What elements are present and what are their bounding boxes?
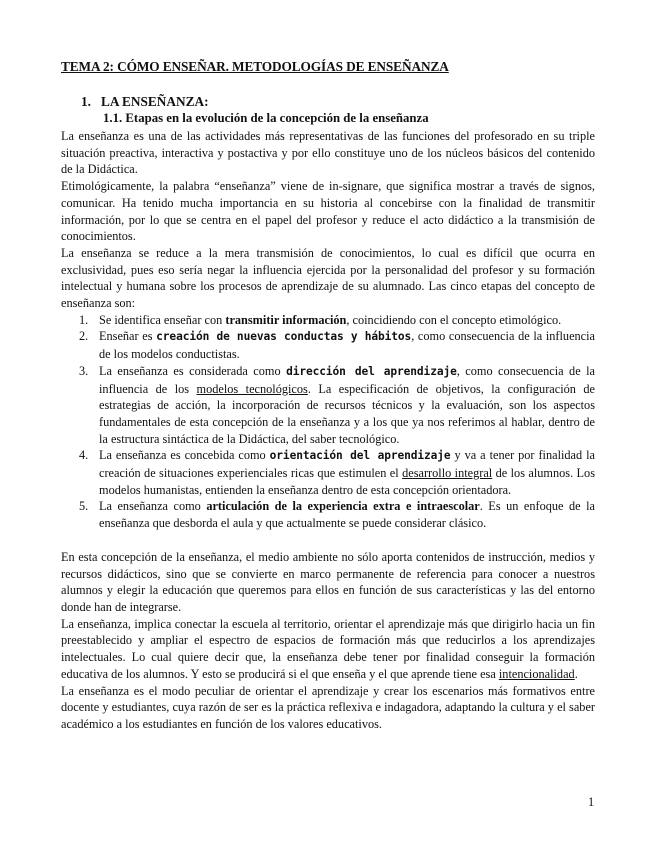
paragraph-4: En esta concepción de la enseñanza, el medio ambiente no sólo aporta contenidos de instrucción, medios y recursos didácticos, sino que se convierte en marco permanente de referencia para conocer a nuestros alumnos y elegir la educación que queremos para ellos en función de sus características y las del entorno donde han de integrarse. xyxy=(61,549,595,614)
underlined-term: modelos tecnológicos xyxy=(196,381,308,396)
section-heading xyxy=(81,94,209,110)
list-item: 3. La enseñanza es considerada como dirección del aprendizaje, como consecuencia de la influencia de los modelos tecnológicos. La especificación de objetivos, la configuración de estrategias de acción, la incorporación de recursos técnicos y la evaluación, son los aspectos fundamentales de esta concepción de la enseñanza y a los que ya nos referimos al hablar, dentro de la estructura sintáctica de la Didáctica, del saber tecnológico. xyxy=(79,363,596,446)
paragraph-6: La enseñanza es el modo peculiar de orientar el aprendizaje y crear los escenarios más formativos entre docente y estudiantes, cuya razón de ser es la práctica reflexiva e indagadora, adaptando la cultura y el saber académico a los estudiantes en función de los valores educativos. xyxy=(61,683,595,731)
section-number: 1. xyxy=(81,94,91,109)
document-body xyxy=(61,128,595,733)
list-item: 5. La enseñanza como articulación de la experiencia extra e intraescolar. Es un enfoque de la enseñanza que desborda el aula y que actualmente se puede considerar clásico. xyxy=(79,499,595,531)
spacer xyxy=(61,532,595,549)
underlined-term: desarrollo integral xyxy=(402,466,493,481)
list-marker: 2. xyxy=(79,329,89,344)
bold-term: transmitir información xyxy=(225,312,347,327)
list-item: 2. Enseñar es creación de nuevas conductas y hábitos, como consecuencia de la influencia de los modelos conductistas. xyxy=(79,329,596,362)
paragraph-5: La enseñanza, implica conectar la escuela al territorio, orientar el aprendizaje más que dirigirlo hacia un fin preestablecido y ampliar el espectro de espacios de formación más que reducirlos a los aprendizajes intelectuales. Lo cual quiere decir que, la enseñanza debe tener por finalidad conseguir la formación educativa de los alumnos. Y esto se producirá si el que enseña y el que aprende tiene esa intencionalidad. xyxy=(61,616,595,681)
list-marker: 1. xyxy=(79,312,89,327)
page-number: 1 xyxy=(588,795,595,809)
list-item: 1. Se identifica enseñar con transmitir información, coincidiendo con el concepto etimológico. xyxy=(79,312,562,327)
list-marker: 4. xyxy=(79,448,89,463)
subsection-heading: 1.1. Etapas en la evolución de la concepción de la enseñanza xyxy=(103,111,429,125)
list-marker: 5. xyxy=(79,499,89,514)
bold-term: creación de nuevas conductas y hábitos xyxy=(156,330,412,344)
underlined-term: intencionalidad xyxy=(498,666,575,681)
document-title: TEMA 2: CÓMO ENSEÑAR. METODOLOGÍAS DE ENSEÑANZA xyxy=(61,59,449,74)
paragraph-3: La enseñanza se reduce a la mera transmisión de conocimientos, lo cual es difícil que ocurra en exclusividad, pues eso sería negar la influencia ejercida por la personalidad del profesor y su formación intelectual y humana sobre los procesos de aprendizaje de su alumnado. Las cinco etapas del concepto de enseñanza son: xyxy=(61,245,595,311)
stages-list xyxy=(61,312,595,532)
bold-term: orientación del aprendizaje xyxy=(269,449,451,463)
paragraph-2: Etimológicamente, la palabra “enseñanza” viene de in-signare, que significa mostrar a través de signos, comunicar. Ha tenido mucha importancia en su historia al concebirse con la finalidad de transmitir información, por lo que se centra en el papel del profesor y reduce el acto didáctico a la transmisión de conocimientos. xyxy=(61,179,595,244)
bold-term: dirección del aprendizaje xyxy=(286,364,457,378)
list-item: 4. La enseñanza es concebida como orientación del aprendizaje y va a tener por finalidad la creación de situaciones experienciales ricas que estimulen el desarrollo integral de los alumnos. Los modelos humanistas, entienden la enseñanza dentro de esta concepción orientadora. xyxy=(79,448,595,497)
list-marker: 3. xyxy=(79,363,89,378)
section-label: LA ENSEÑANZA: xyxy=(101,94,209,109)
bold-term: articulación de la experiencia extra e intraescolar xyxy=(206,499,480,514)
paragraph-1: La enseñanza es una de las actividades más representativas de las funciones del profesorado en su triple situación preactiva, interactiva y postactiva y por ello constituye uno de los núcleos básicos del contenido de la Didáctica. xyxy=(61,129,595,177)
